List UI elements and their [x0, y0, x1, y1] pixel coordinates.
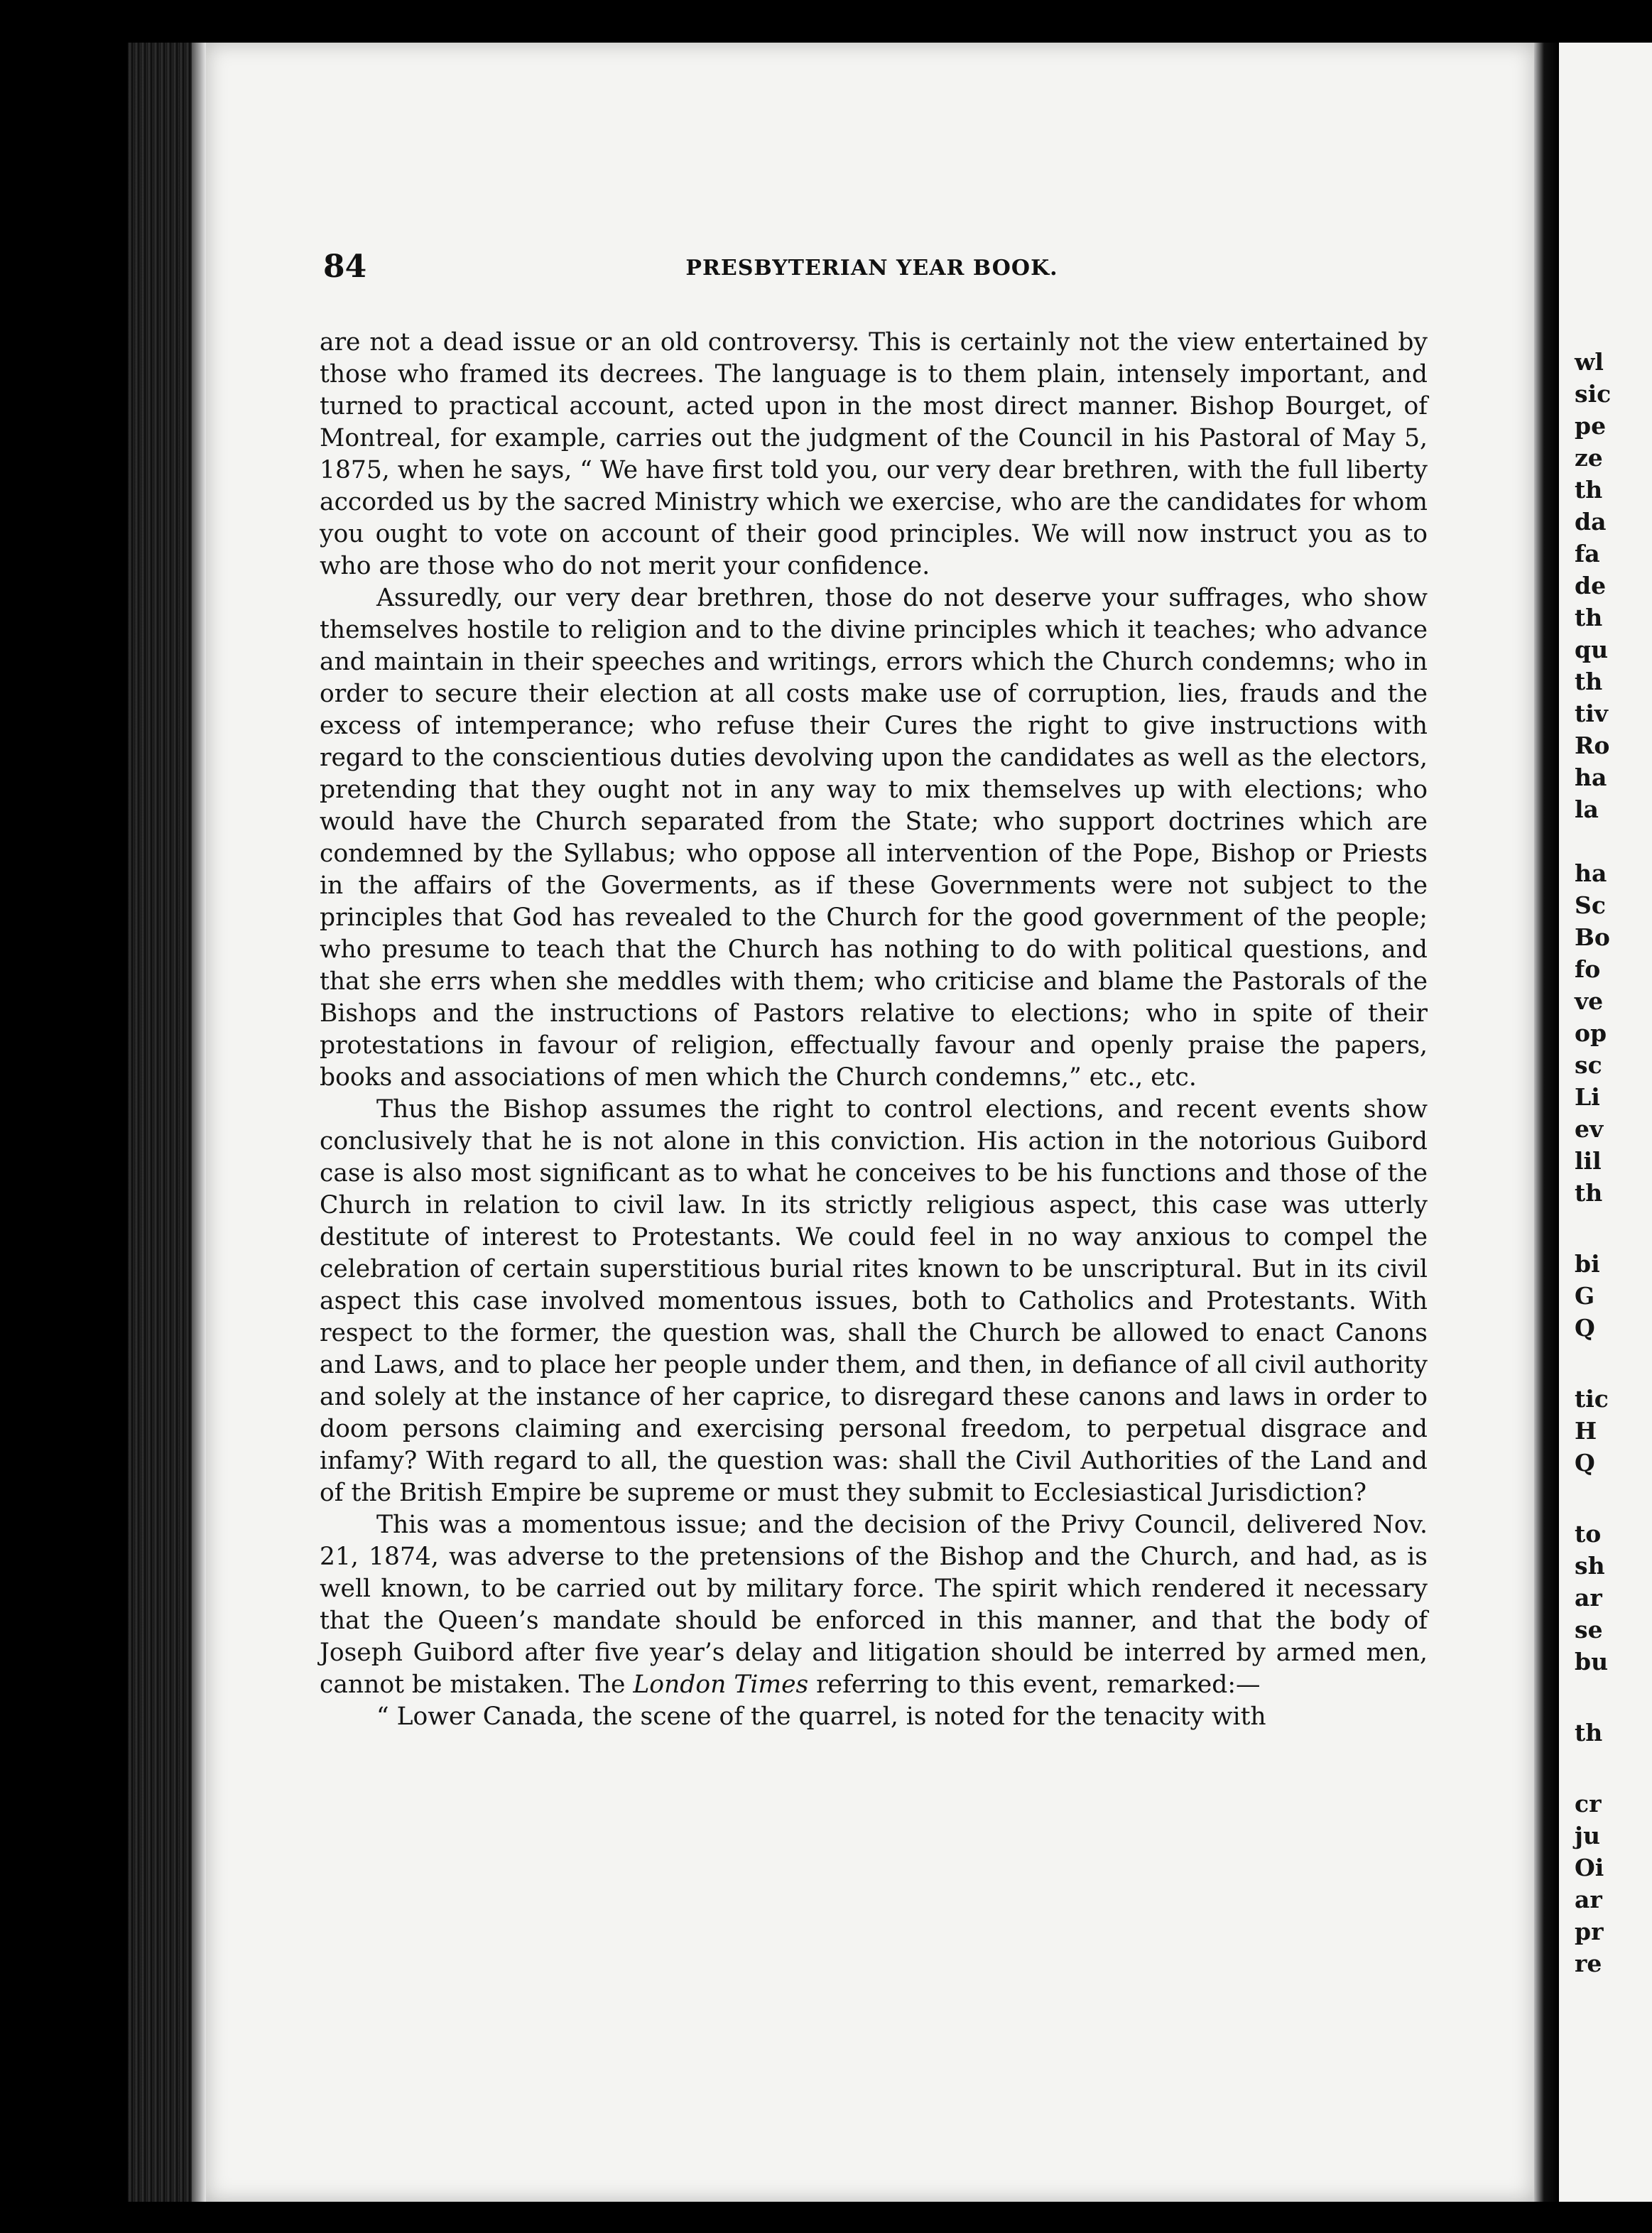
page-edge-shadow — [192, 43, 206, 2202]
paragraph-guibord-case: Thus the Bishop assumes the right to control elections, and recent events show conclusively that he is not alone in this conviction. His action in the notorious Guibord case is also most significant as to what he conceives to be his functions and those of the Church in relation to civil law. In its strictly religious aspect, this case was utterly destitute of interest to Protestants. We could feel in no way anxious to compel the celebration of certain superstitious burial rites known to be unscriptural. But in its civil aspect this case involved momentous issues, both to Catholics and Protestants. With respect to the former, the question was, shall the Church be allowed to enact Canons and Laws, and to place her people under them, and then, in defiance of all civil authority and solely at the instance of her caprice, to disregard these canons and laws in order to doom persons claiming and exercising personal freedom, to perpetual disgrace and infamy? With regard to all, the question was: shall the Civil Authorities of the Land and of the British Empire be supreme or must they submit to Ecclesiastical Jurisdiction? — [320, 1095, 1428, 1507]
page-number: 84 — [323, 249, 367, 285]
facing-page-fragment: se — [1575, 1616, 1603, 1643]
facing-page-fragment: th — [1575, 604, 1603, 631]
facing-page-fragment: re — [1575, 1950, 1602, 1977]
facing-page-fragment: Bo — [1575, 923, 1610, 951]
paragraph-pastoral-quote: Assuredly, our very dear brethren, those do not deserve your suffrages, who show themselves hostile to religion and to the divine principles which it teaches; who advance and maintain in their speeches and writings, errors which the Church condemns; who in order to secure their election at all costs make use of corruption, lies, frauds and the excess of intemperance; who refuse their Cures the right to give instructions with regard to the conscientious duties devolving upon the candidates as well as the electors, pretending that they ought not in any way to mix themselves up with elections; who would have the Church separated from the State; who support doctrines which are condemned by the Syllabus; who oppose all intervention of the Pope, Bishop or Priests in the affairs of the Goverments, as if these Governments were not subject to the principles that God has revealed to the Church for the good government of the people; who presume to teach that the Church has nothing to do with political questions, and that she errs when she meddles with them; who criticise and blame the Pastorals of the Bishops and the instructions of Pastors relative to elections; who in spite of their protestations in favour of religion, effectually favour and openly praise the papers, books and associations of men which the Church condemns,” etc., etc. — [320, 584, 1428, 1092]
facing-page-fragment: bu — [1575, 1648, 1609, 1675]
facing-page-fragment: th — [1575, 668, 1603, 695]
facing-page-fragment: Q — [1575, 1449, 1595, 1477]
facing-page-fragment: op — [1575, 1019, 1607, 1047]
book-page — [206, 43, 1534, 2202]
facing-page-fragment: qu — [1575, 636, 1609, 663]
page-gutter — [1534, 43, 1559, 2202]
facing-page-fragment: ve — [1575, 987, 1604, 1015]
running-head: PRESBYTERIAN YEAR BOOK. — [685, 256, 1058, 281]
facing-page-fragment: ar — [1575, 1886, 1602, 1913]
facing-page-fragment: sh — [1575, 1552, 1605, 1580]
facing-page-fragment: ev — [1575, 1115, 1604, 1143]
facing-page-fragment: tiv — [1575, 700, 1608, 727]
facing-page-fragment: Ro — [1575, 732, 1610, 759]
facing-page-fragment: la — [1575, 795, 1599, 823]
facing-page-fragment: sc — [1575, 1051, 1602, 1079]
page-header — [323, 249, 1420, 291]
facing-page-fragment: de — [1575, 572, 1607, 599]
facing-page-fragment: G — [1575, 1282, 1595, 1310]
facing-page-fragment: bi — [1575, 1250, 1600, 1278]
facing-page-fragment: sic — [1575, 380, 1612, 408]
facing-page-fragment: ar — [1575, 1584, 1602, 1612]
paragraph-privy-council — [320, 1509, 1428, 1701]
facing-page-fragment: cr — [1575, 1790, 1602, 1818]
facing-page-fragment: ze — [1575, 444, 1603, 472]
facing-page-fragment: th — [1575, 1179, 1603, 1207]
facing-page-fragment: wl — [1575, 348, 1604, 376]
facing-page-sliver — [1559, 43, 1652, 2202]
facing-page-fragment: to — [1575, 1520, 1602, 1548]
facing-page-fragment: fa — [1575, 540, 1600, 567]
facing-page-fragment: th — [1575, 1719, 1603, 1746]
paragraph-text-after: referring to this event, remarked:— — [808, 1670, 1261, 1699]
facing-page-fragment: Q — [1575, 1314, 1595, 1342]
facing-page-fragment: lil — [1575, 1147, 1602, 1175]
paragraph-times-quote: “ Lower Canada, the scene of the quarrel, is noted for the tenacity with — [376, 1702, 1266, 1731]
facing-page-fragment: Sc — [1575, 891, 1606, 919]
book-spine — [128, 43, 192, 2202]
facing-page-fragment: fo — [1575, 955, 1601, 983]
paragraph-text-before: This was a momentous issue; and the decision of the Privy Council, delivered Nov. 21, 1874, was adverse to the pretensions of the Bishop and the Church, and had, as is well known, to be carried out by military force. The spirit which rendered it necessary that the Queen’s mandate should be enforced in this manner, and that the body of Joseph Guibord after five year’s delay and litigation should be interred by armed men, cannot be mistaken. The — [320, 1511, 1428, 1699]
facing-page-fragment: ha — [1575, 859, 1607, 887]
facing-page-fragment: da — [1575, 508, 1607, 536]
facing-page-fragment: Oi — [1575, 1854, 1604, 1881]
newspaper-title: London Times — [633, 1670, 809, 1699]
facing-page-fragment: th — [1575, 476, 1603, 504]
facing-page-fragment: tic — [1575, 1385, 1609, 1413]
facing-page-fragment: pr — [1575, 1918, 1604, 1945]
facing-page-fragment: ju — [1575, 1822, 1600, 1849]
facing-page-fragment: ha — [1575, 764, 1607, 791]
facing-page-fragment: H — [1575, 1417, 1597, 1445]
facing-page-fragment: pe — [1575, 412, 1607, 440]
facing-page-fragment: Li — [1575, 1083, 1600, 1111]
body-text — [320, 327, 1428, 1733]
paragraph-continued: are not a dead issue or an old controversy. This is certainly not the view entertained by those who framed its decrees. The language is to them plain, intensely important, and turned to practical account, acted upon in the most direct manner. Bishop Bourget, of Montreal, for example, carries out the judgment of the Council in his Pastoral of May 5, 1875, when he says, “ We have first told you, our very dear brethren, with the full liberty accorded us by the sacred Ministry which we exercise, who are the candidates for whom you ought to vote on account of their good principles. We will now instruct you as to who are those who do not merit your confidence. — [320, 328, 1428, 580]
